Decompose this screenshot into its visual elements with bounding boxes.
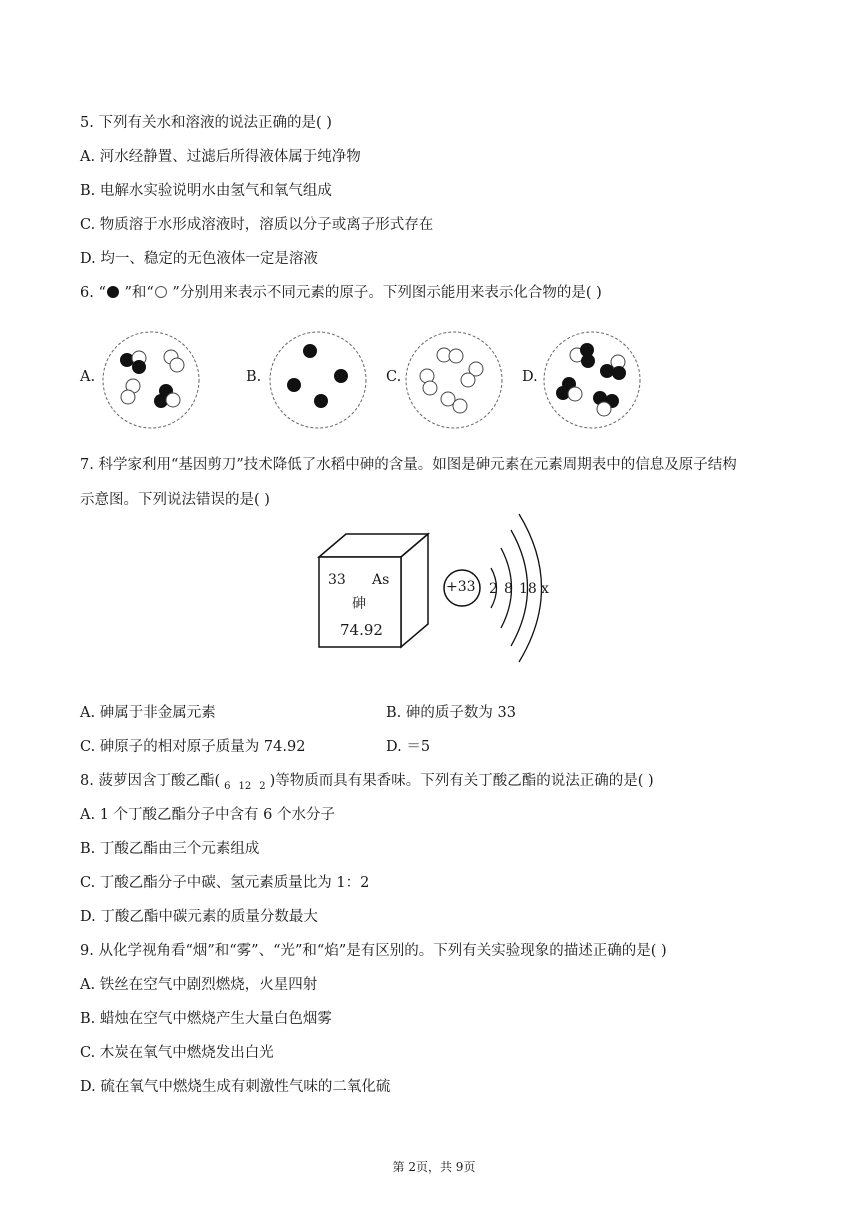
q6-label-c: C.: [386, 369, 402, 385]
q6-diagram-d: [540, 328, 644, 432]
element-mass: 74.92: [340, 621, 383, 639]
q5-option-c: C. 物质溶于水形成溶液时，溶质以分子或离子形式存在: [80, 217, 434, 233]
element-name: 砷: [352, 596, 366, 612]
hollow-atom-icon: [154, 285, 168, 299]
filled-atom-icon: [106, 285, 120, 299]
nucleus-charge: +33: [446, 579, 476, 595]
q6-stem: 6. “ ”和“ ”分别用来表示不同元素的原子。下列图示能用来表示化合物的是( ): [80, 285, 602, 301]
atomic-structure: [440, 512, 570, 668]
q8-option-d: D. 丁酸乙酯中碳元素的质量分数最大: [80, 909, 318, 925]
shell-3-count: 18: [519, 581, 537, 597]
q6-label-a: A.: [80, 369, 96, 385]
q8-option-b: B. 丁酸乙酯由三个元素组成: [80, 841, 260, 857]
q9-option-b: B. 蜡烛在空气中燃烧产生大量白色烟雾: [80, 1011, 332, 1027]
q7-option-b: B. 砷的质子数为 33: [386, 705, 516, 721]
shell-1-count: 2: [489, 581, 498, 597]
q6-label-d: D.: [522, 369, 538, 385]
q8-option-c: C. 丁酸乙酯分子中碳、氢元素质量比为 1：2: [80, 875, 370, 891]
page-footer: 第 2页，共 9页: [392, 1160, 476, 1174]
element-number: 33: [328, 572, 346, 588]
q9-option-c: C. 木炭在氧气中燃烧发出白光: [80, 1045, 274, 1061]
q5-stem: 5. 下列有关水和溶液的说法正确的是( ): [80, 115, 332, 131]
q9-option-d: D. 硫在氧气中燃烧生成有刺激性气味的二氧化硫: [80, 1079, 391, 1095]
element-card: [312, 532, 432, 652]
q6-label-b: B.: [246, 369, 262, 385]
q5-option-b: B. 电解水实验说明水由氢气和氧气组成: [80, 183, 332, 199]
q7-option-a: A. 砷属于非金属元素: [80, 705, 216, 721]
q7-option-d: D. ＝5: [386, 739, 431, 755]
q5-option-d: D. 均一、稳定的无色液体一定是溶液: [80, 251, 318, 267]
shell-4-count: x: [541, 581, 549, 597]
shell-2-count: 8: [504, 581, 513, 597]
q5-option-a: A. 河水经静置、过滤后所得液体属于纯净物: [80, 149, 361, 165]
q6-diagram-b: [266, 328, 370, 432]
q9-stem: 9. 从化学视角看“烟”和“雾”、“光”和“焰”是有区别的。下列有关实验现象的描述正确的是( ): [80, 943, 667, 959]
q9-option-a: A. 铁丝在空气中剧烈燃烧，火星四射: [80, 977, 318, 993]
element-symbol: As: [372, 572, 390, 588]
q6-diagram-c: [402, 328, 506, 432]
q6-diagram-a: [98, 328, 204, 432]
q8-stem: 8. 菠萝因含丁酸乙酯( $_6$ $_{12}$ $_2$ )等物质而具有果香味。下列有关丁酸乙酯的说法正确的是( ): [80, 773, 654, 792]
q7-stem-line2: 示意图。下列说法错误的是( ): [80, 492, 270, 508]
q7-option-c: C. 砷原子的相对原子质量为 74.92: [80, 739, 306, 755]
q7-stem-line1: 7. 科学家利用“基因剪刀”技术降低了水稻中砷的含量。如图是砷元素在元素周期表中的信息及原子结构: [80, 457, 737, 473]
q8-option-a: A. 1 个丁酸乙酯分子中含有 6 个水分子: [80, 807, 335, 823]
